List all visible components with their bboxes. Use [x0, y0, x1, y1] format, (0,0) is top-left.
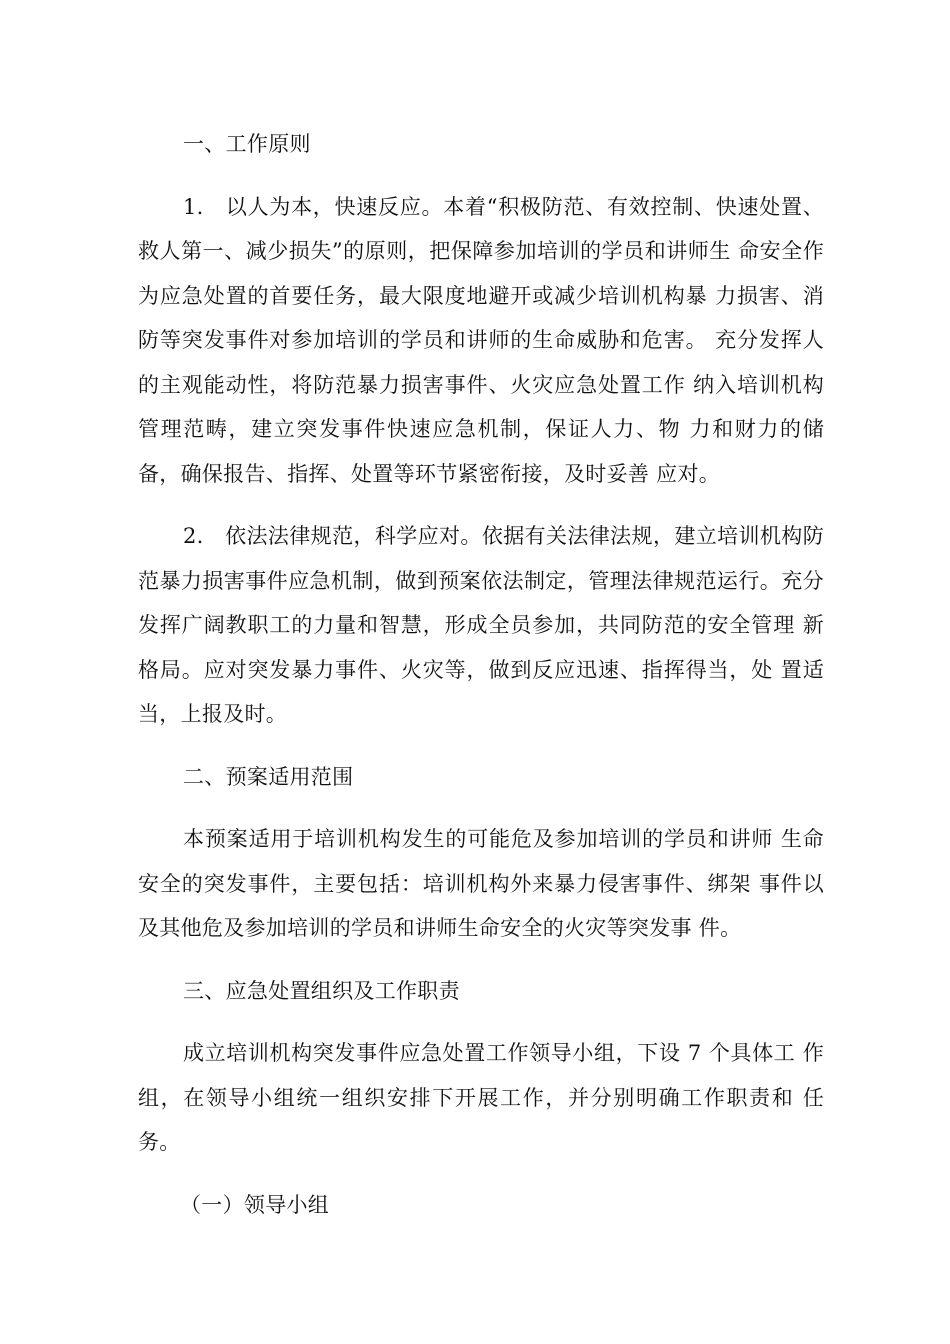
- spacer: [138, 737, 824, 755]
- section-heading-scope: 二、预案适用范围: [183, 764, 354, 789]
- section-heading-organization: 三、应急处置组织及工作职责: [183, 978, 460, 1003]
- paragraph-organization: 成立培训机构突发事件应急处置工作领导小组，下设 7 个具体工 作组，在领导小组统一组织安排下开展工作，并分别明确工作职责和 任务。: [138, 1041, 824, 1154]
- spacer: [138, 1165, 824, 1183]
- paragraph-legal-norms: 2. 依法法律规范，科学应对。依据有关法律法规，建立培训机构防范暴力损害事件应急机制，做到预案依法制定，管理法律规范运行。充分发挥广阔教职工的力量和智慧，形成全员参加，共同防范的安全管理 新格局。应对突发暴力事件、火灾等，做到反应迅速、指挥得当，处 置适当，上报及时。: [138, 524, 824, 726]
- spacer: [138, 496, 824, 514]
- document-body: [138, 122, 824, 1227]
- paragraph-scope: 本预案适用于培训机构发生的可能危及参加培训的学员和讲师 生命安全的突发事件，主要包括：培训机构外来暴力侵害事件、绑架 事件以及其他危及参加培训的学员和讲师生命安全的火灾等突发事 件。: [138, 827, 824, 940]
- spacer: [138, 1013, 824, 1031]
- subheading-leadership-group: （一）领导小组: [180, 1192, 330, 1217]
- section-heading-work-principles: 一、工作原则: [183, 132, 311, 156]
- spacer: [138, 799, 824, 817]
- paragraph-people-oriented: 1. 以人为本，快速反应。本着“积极防范、有效控制、快速处置、救人第一、减少损失”的原则，把保障参加培训的学员和讲师生 命安全作为应急处置的首要任务，最大限度地避开或减少培训机构暴 力损害、消防等突发事件对参加培训的学员和讲师的生命威胁和危害。 充分发挥人的主观能动性，将防范暴力损害事件、火灾应急处置工作 纳入培训机构管理范畴，建立突发事件快速应急机制，保证人力、物 力和财力的储备，确保报告、指挥、处置等环节紧密衔接，及时妥善 应对。: [138, 194, 824, 486]
- spacer: [138, 951, 824, 969]
- spacer: [138, 167, 824, 185]
